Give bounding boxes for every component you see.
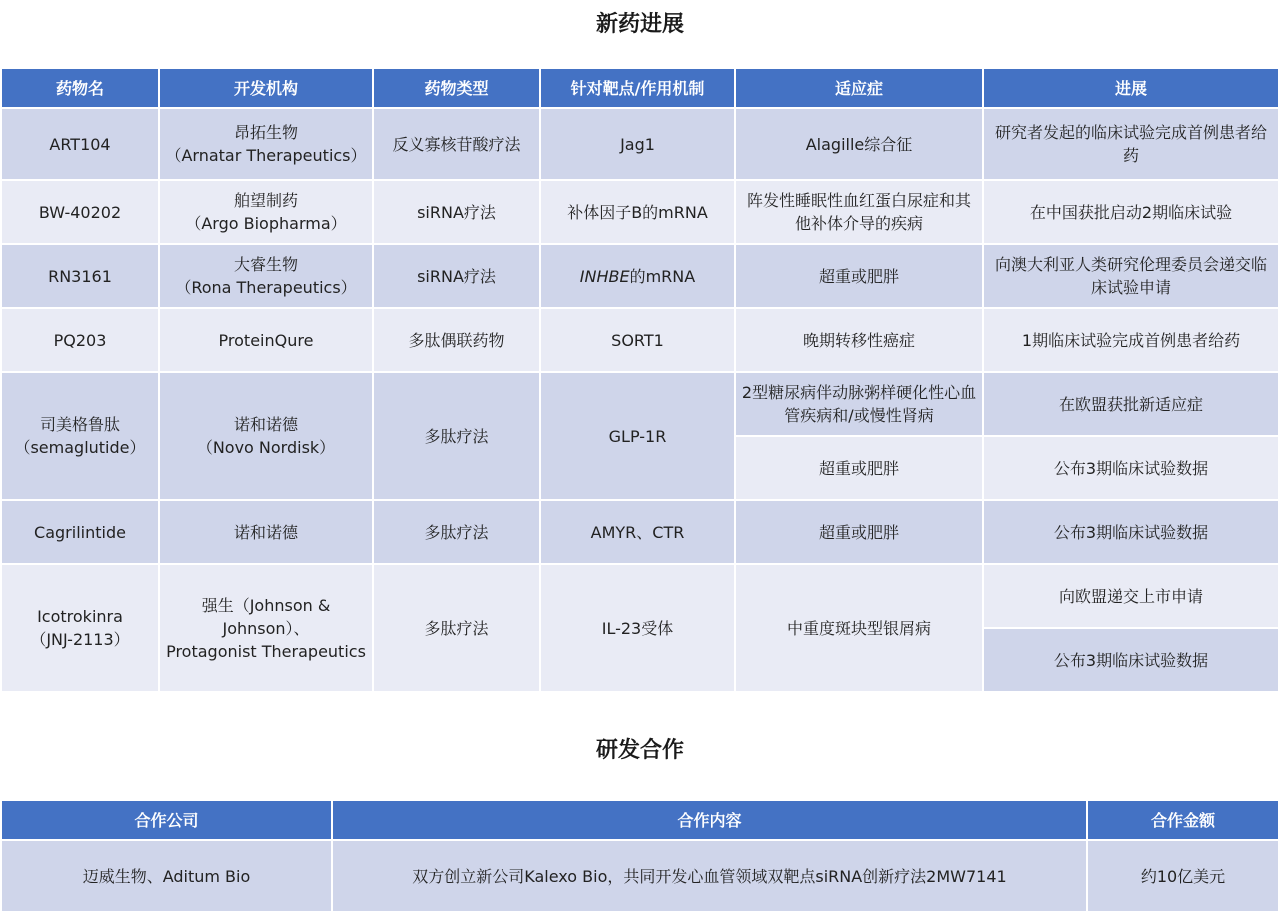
table-row [1,308,1279,372]
table-row [1,500,1279,564]
amount-cell: 约10亿美元 [1087,840,1279,912]
target-cell: SORT1 [540,308,735,372]
column-header-progress: 进展 [983,68,1279,108]
drug-type-cell: 多肽疗法 [373,500,540,564]
column-header-developer: 开发机构 [159,68,373,108]
drug-name-cell: PQ203 [1,308,159,372]
target-cell: IL-23受体 [540,564,735,692]
drug-name-cell: RN3161 [1,244,159,308]
drug-type-cell: siRNA疗法 [373,244,540,308]
drug-type-cell: 多肽疗法 [373,372,540,500]
new-drug-progress-table [0,67,1280,693]
column-header-drug-type: 药物类型 [373,68,540,108]
indication-cell: 阵发性睡眠性血红蛋白尿症和其他补体介导的疾病 [735,180,983,244]
drug-name-cell: ART104 [1,108,159,180]
table-row [1,840,1279,912]
rd-cooperation-table [0,799,1280,913]
table-row [1,244,1279,308]
developer-name: 大睿生物 [233,255,298,274]
progress-cell: 公布3期临床试验数据 [983,436,1279,500]
content-cell: 双方创立新公司Kalexo Bio，共同开发心血管领域双靶点siRNA创新疗法2MW7141 [332,840,1087,912]
developer-cell [159,564,373,692]
indication-cell: 超重或肥胖 [735,436,983,500]
developer-cell: ProteinQure [159,308,373,372]
indication-cell: 超重或肥胖 [735,500,983,564]
developer-english-name: （Novo Nordisk） [196,438,336,457]
indication-cell: 晚期转移性癌症 [735,308,983,372]
progress-cell: 公布3期临床试验数据 [983,500,1279,564]
developer-english-name: （Arnatar Therapeutics） [165,146,367,165]
target-cell: Jag1 [540,108,735,180]
partners-cell: 迈威生物、Aditum Bio [1,840,332,912]
section-title-new-drugs: 新药进展 [595,12,684,37]
indication-cell: Alagille综合征 [735,108,983,180]
developer-cell [159,108,373,180]
developer-cell [159,244,373,308]
indication-cell: 2型糖尿病伴动脉粥样硬化性心血管疾病和/或慢性肾病 [735,372,983,436]
progress-cell: 向欧盟递交上市申请 [983,564,1279,628]
drug-english-name: （semaglutide） [14,438,146,457]
developer-english-name: （Argo Biopharma） [185,214,347,233]
drug-name-cell: BW-40202 [1,180,159,244]
developer-english-name: （Rona Therapeutics） [175,278,357,297]
table-row [1,180,1279,244]
progress-cell: 公布3期临床试验数据 [983,628,1279,692]
target-suffix: 的mRNA [629,266,696,286]
progress-cell: 向澳大利亚人类研究伦理委员会递交临床试验申请 [983,244,1279,308]
drug-name-cell: Cagrilintide [1,500,159,564]
indication-cell: 中重度斑块型银屑病 [735,564,983,692]
column-header-partners: 合作公司 [1,800,332,840]
gene-name: INHBE [579,266,630,286]
drug-name: Icotrokinra [37,607,123,626]
developer-partner-name: Protagonist Therapeutics [166,641,366,661]
column-header-target: 针对靶点/作用机制 [540,68,735,108]
drug-type-cell: siRNA疗法 [373,180,540,244]
column-header-amount: 合作金额 [1087,800,1279,840]
progress-cell: 研究者发起的临床试验完成首例患者给药 [983,108,1279,180]
table-row [1,108,1279,180]
progress-cell: 1期临床试验完成首例患者给药 [983,308,1279,372]
progress-cell: 在中国获批启动2期临床试验 [983,180,1279,244]
target-cell: 补体因子B的mRNA [540,180,735,244]
drug-name-cell [1,564,159,692]
table-header-row [1,68,1279,108]
indication-cell: 超重或肥胖 [735,244,983,308]
developer-name: 昂拓生物 [233,123,298,142]
column-header-drug-name: 药物名 [1,68,159,108]
target-cell [540,244,735,308]
drug-type-cell: 多肽疗法 [373,564,540,692]
drug-name: 司美格鲁肽 [39,415,120,434]
drug-type-cell: 反义寡核苷酸疗法 [373,108,540,180]
target-cell: AMYR、CTR [540,500,735,564]
developer-cell [159,180,373,244]
column-header-indication: 适应症 [735,68,983,108]
drug-type-cell: 多肽偶联药物 [373,308,540,372]
section-title-rd-cooperation: 研发合作 [595,738,684,763]
table-row [1,564,1279,628]
table-header-row [1,800,1279,840]
target-cell: GLP-1R [540,372,735,500]
developer-name: 强生（Johnson & Johnson）、 [201,595,331,638]
developer-name: 诺和诺德 [233,415,298,434]
column-header-content: 合作内容 [332,800,1087,840]
developer-cell [159,372,373,500]
drug-code: （JNJ-2113） [30,630,130,649]
drug-name-cell [1,372,159,500]
table-row [1,372,1279,436]
developer-cell: 诺和诺德 [159,500,373,564]
progress-cell: 在欧盟获批新适应症 [983,372,1279,436]
developer-name: 舶望制药 [233,191,298,210]
